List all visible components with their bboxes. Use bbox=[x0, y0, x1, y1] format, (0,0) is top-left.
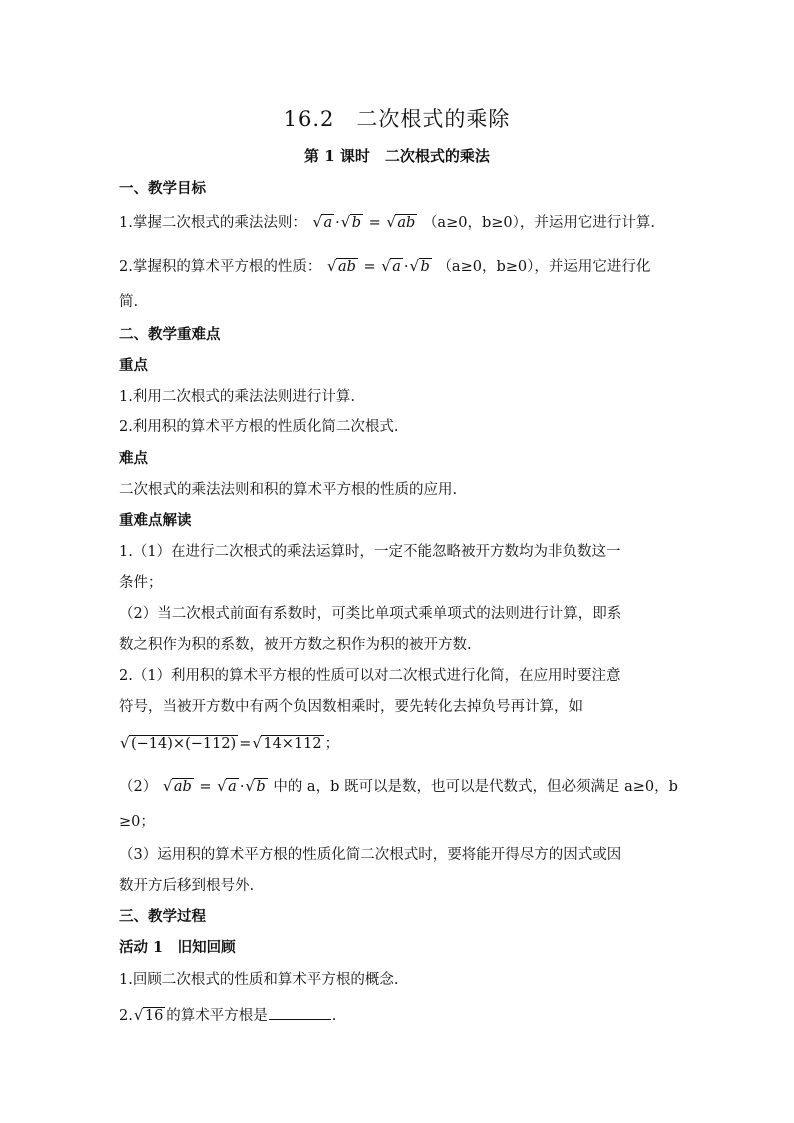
heading-difficulty: 难点 bbox=[119, 450, 148, 467]
interp-4b: ≥0； bbox=[119, 814, 155, 830]
goal-1-prefix: 1.掌握二次根式的乘法法则： bbox=[119, 215, 307, 231]
sqrt-b: √ b bbox=[410, 259, 432, 275]
goal-2-cont: 简. bbox=[119, 294, 139, 310]
interp-2a: （2）当二次根式前面有系数时，可类比单项式乘单项式的法则进行计算，即系 bbox=[119, 606, 622, 622]
sqrt-ab: √ ab bbox=[386, 215, 417, 231]
key-1: 1.利用二次根式的乘法法则进行计算. bbox=[119, 389, 355, 405]
interp-3a: 2.（1）利用积的算术平方根的性质可以对二次根式进行化简，在应用时要注意 bbox=[119, 668, 621, 684]
answer-blank[interactable] bbox=[269, 1019, 331, 1020]
page-title: 16.2 二次根式的乘除 bbox=[283, 107, 511, 131]
difficulty-1: 二次根式的乘法法则和积的算术平方根的性质的应用. bbox=[119, 482, 458, 498]
interp-2b: 数之积作为积的系数，被开方数之积作为积的被开方数. bbox=[119, 637, 472, 653]
sqrt-a: √ a bbox=[217, 779, 239, 795]
goal-2: 2.掌握积的算术平方根的性质： √ ab = √ a ·√ b （a≥0，b≥0），并运用它进行化 bbox=[119, 255, 650, 276]
sqrt-product-positive: √ 14×112 bbox=[252, 736, 323, 752]
sqrt-b: √ b bbox=[245, 779, 267, 795]
sqrt-ab: √ ab bbox=[327, 259, 358, 275]
sqrt-a: √ a bbox=[312, 215, 334, 231]
interp-5a: （3）运用积的算术平方根的性质化简二次根式时，要将能开得尽方的因式或因 bbox=[119, 847, 622, 863]
sqrt-ab: √ ab bbox=[163, 779, 194, 795]
interp-1b: 条件； bbox=[119, 575, 163, 591]
section-heading-goals: 一、教学目标 bbox=[119, 180, 206, 197]
heading-interpretation: 重难点解读 bbox=[119, 512, 192, 529]
interp-4a: （2） √ ab = √ a ·√ b 中的 a，b 既可以是数，也可以是代数式，但必须满足 a≥0，b bbox=[119, 775, 678, 796]
question-1: 1.回顾二次根式的性质和算术平方根的概念. bbox=[119, 972, 399, 988]
question-2: 2.√ 16 的算术平方根是 . bbox=[119, 1004, 336, 1025]
goal-1-condition: （a≥0，b≥0），并运用它进行计算. bbox=[422, 215, 655, 231]
goal-2-condition: （a≥0，b≥0），并运用它进行化 bbox=[437, 259, 651, 275]
heading-key: 重点 bbox=[119, 357, 148, 374]
key-2: 2.利用积的算术平方根的性质化简二次根式. bbox=[119, 419, 399, 435]
interp-5b: 数开方后移到根号外. bbox=[119, 878, 255, 894]
section-heading-process: 三、教学过程 bbox=[119, 908, 206, 925]
goal-2-prefix: 2.掌握积的算术平方根的性质： bbox=[119, 259, 322, 275]
interp-1a: 1.（1）在进行二次根式的乘法运算时，一定不能忽略被开方数均为非负数这一 bbox=[119, 544, 621, 560]
interp-3b: 符号，当被开方数中有两个负因数相乘时，要先转化去掉负号再计算，如 bbox=[119, 699, 583, 715]
interp-3c-example: √ (−14)×(−112) =√ 14×112 ； bbox=[119, 732, 339, 753]
goal-1: 1.掌握二次根式的乘法法则： √ a ·√ b = √ ab （a≥0，b≥0），并运用它进行计算. bbox=[119, 211, 655, 232]
sqrt-16: √ 16 bbox=[134, 1008, 165, 1024]
lesson-subtitle: 第 1 课时 二次根式的乘法 bbox=[304, 147, 490, 165]
sqrt-a: √ a bbox=[381, 259, 403, 275]
sqrt-product-negative: √ (−14)×(−112) bbox=[120, 736, 238, 752]
section-heading-keypoints: 二、教学重难点 bbox=[119, 326, 221, 343]
sqrt-b: √ b bbox=[341, 215, 363, 231]
activity-1-heading: 活动 1 旧知回顾 bbox=[119, 939, 236, 956]
